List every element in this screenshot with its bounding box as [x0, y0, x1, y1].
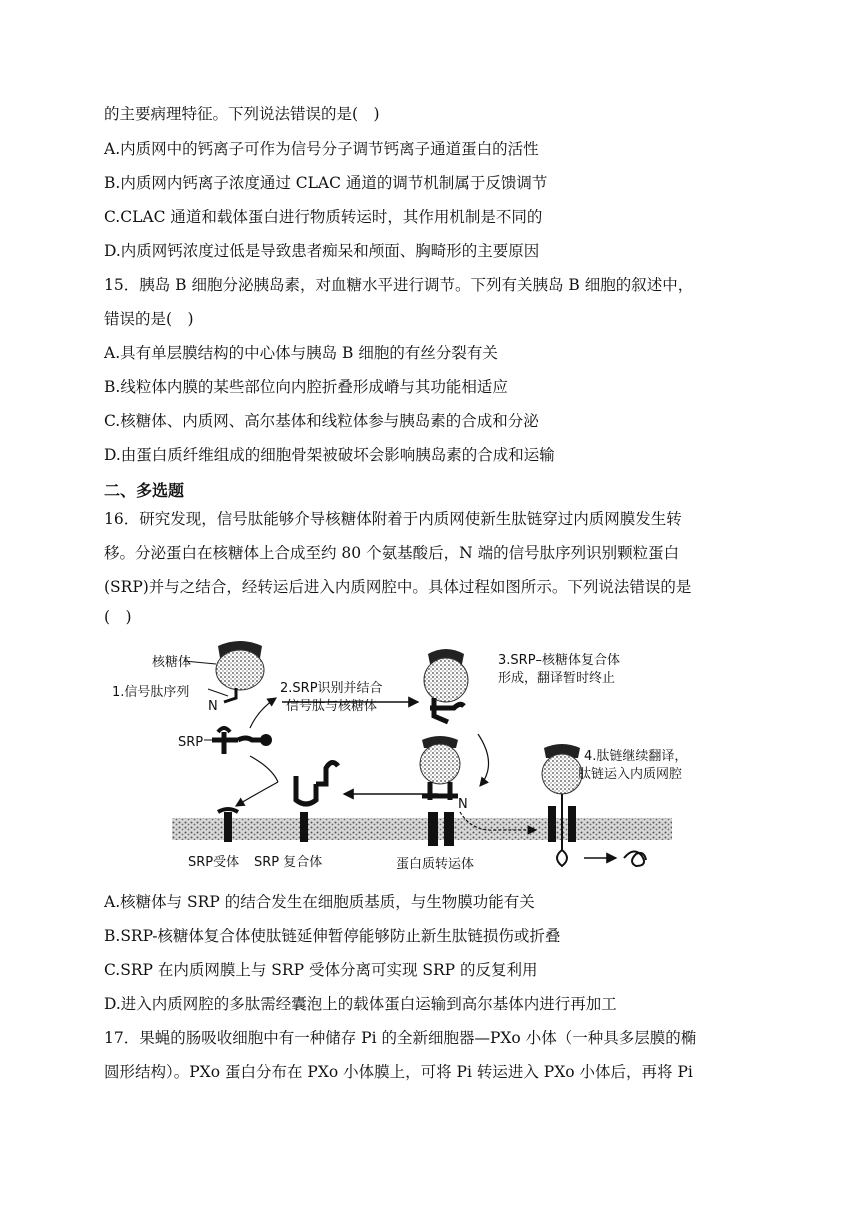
ribosome-translating — [542, 744, 582, 866]
q15-stem-line1: 15．胰岛 B 细胞分泌胰岛素，对血糖水平进行调节。下列有关胰岛 B 细胞的叙述中， — [104, 276, 694, 294]
q14-option-d: D.内质网钙浓度过低是导致患者痴呆和颅面、胸畸形的主要原因 — [104, 242, 540, 260]
q14-stem-cont: 的主要病理特征。下列说法错误的是( ) — [104, 105, 380, 123]
folded-protein — [624, 851, 646, 866]
label-step3-line1: 3.SRP–核糖体复合体 — [498, 653, 621, 668]
label-step2-line1: 2.SRP识别并结合 — [280, 681, 383, 696]
q16-stem-line3: (SRP)并与之结合，经转运后进入内质网腔中。具体过程如图所示。下列说法错误的是 — [104, 578, 692, 596]
q14-option-a: A.内质网中的钙离子可作为信号分子调节钙离子通道蛋白的活性 — [104, 140, 539, 158]
section-heading: 二、多选题 — [104, 481, 185, 500]
label-ribosome: 核糖体 — [152, 655, 192, 670]
q16-stem-line1: 16．研究发现，信号肽能够介导核糖体附着于内质网使新生肽链穿过内质网膜发生转 — [104, 510, 682, 528]
q15-option-b: B.线粒体内膜的某些部位向内腔折叠形成嵴与其功能相适应 — [104, 378, 508, 396]
q17-stem-line2: 圆形结构）。PXo 蛋白分布在 PXo 小体膜上，可将 Pi 转运进入 PXo 小体后，再将 Pi — [104, 1063, 693, 1081]
label-signal-sequence: 1.信号肽序列 — [112, 685, 190, 700]
srp-free — [212, 728, 272, 754]
q15-option-c: C.核糖体、内质网、高尔基体和线粒体参与胰岛素的合成和分泌 — [104, 412, 539, 430]
q15-option-d: D.由蛋白质纤维组成的细胞骨架被破坏会影响胰岛素的合成和运输 — [104, 446, 555, 464]
ribosome-srp-complex — [424, 649, 468, 722]
label-translocon: 蛋白质转运体 — [396, 857, 475, 872]
q16-stem-line2: 移。分泌蛋白在核糖体上合成至约 80 个氨基酸后，N 端的信号肽序列识别颗粒蛋白 — [104, 544, 680, 562]
label-srp-complex: SRP 复合体 — [254, 855, 323, 870]
er-membrane — [172, 818, 672, 840]
q14-option-c: C.CLAC 通道和载体蛋白进行物质转运时，其作用机制是不同的 — [104, 208, 543, 226]
q16-option-c: C.SRP 在内质网膜上与 SRP 受体分离可实现 SRP 的反复利用 — [104, 961, 538, 979]
label-srp: SRP — [178, 735, 204, 750]
label-n-terminus-1: N — [208, 699, 218, 714]
label-step4-line2: 肽链运入内质网腔 — [578, 767, 683, 782]
q15-option-a: A.具有单层膜结构的中心体与胰岛 B 细胞的有丝分裂有关 — [104, 344, 498, 362]
q16-stem-line4: ( ) — [104, 608, 132, 626]
srp-pathway-figure — [100, 636, 750, 886]
q16-option-d: D.进入内质网腔的多肽需经囊泡上的载体蛋白运输到高尔基体内进行再加工 — [104, 995, 617, 1013]
label-step2-line2: 信号肽与核糖体 — [286, 699, 378, 714]
q17-stem-line1: 17．果蝇的肠吸收细胞中有一种储存 Pi 的全新细胞器—PXo 小体（一种具多层膜的椭 — [104, 1029, 697, 1047]
q15-stem-line2: 错误的是( ) — [104, 310, 194, 328]
q14-option-b: B.内质网内钙离子浓度通过 CLAC 通道的调节机制属于反馈调节 — [104, 174, 548, 192]
label-n-terminus-2: N — [458, 797, 468, 812]
q16-option-b: B.SRP-核糖体复合体使肽链延伸暂停能够防止新生肽链损伤或折叠 — [104, 927, 561, 945]
label-step4-line1: 4.肽链继续翻译， — [584, 749, 688, 764]
ribosome-1 — [216, 641, 264, 702]
label-step3-line2: 形成，翻译暂时终止 — [498, 671, 616, 686]
q16-option-a: A.核糖体与 SRP 的结合发生在细胞质基质，与生物膜功能有关 — [104, 893, 535, 911]
label-srp-receptor: SRP受体 — [188, 855, 240, 870]
